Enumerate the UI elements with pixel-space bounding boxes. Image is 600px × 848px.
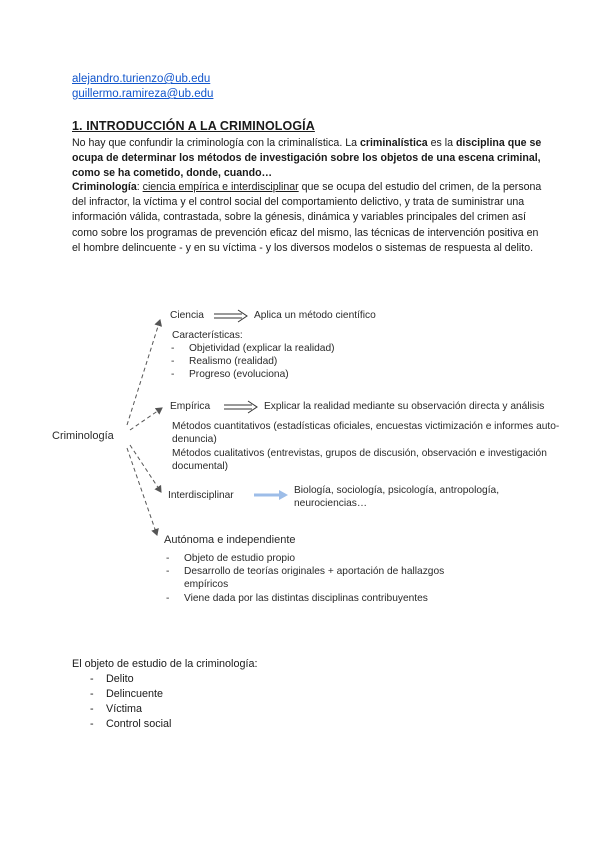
- double-arrow-empirica: [224, 401, 257, 413]
- branch-arrow-empirica: [130, 408, 162, 430]
- branch-arrow-autonoma: [127, 448, 157, 535]
- criminologia-definition: que se ocupa del estudio del crimen, de la persona del infractor, la víctima y el control social del comportamiento delictivo, y trata de suministrar una información válida, contrastada, sobre la génesis, dinámica y variables principales del crimen así como sobre los programas de prevención eficaz del mismo, las técnicas de intervención positiva en el hombre delincuente - y en su víctima - y los diversos modelos o sistemas de respuesta al delito.: [72, 181, 542, 254]
- node-ciencia-desc: Aplica un método científico: [254, 310, 376, 321]
- list-item: - Delito: [72, 672, 472, 687]
- metodos-cuantitativos: Métodos cuantitativos (estadísticas oficiales, encuestas victimización e informes auto-denuncia): [172, 421, 560, 445]
- criminologia-term: Criminología: [72, 181, 137, 193]
- objeto-title: El objeto de estudio de la criminología:: [72, 658, 258, 670]
- double-arrow-ciencia: [214, 310, 247, 322]
- list-item: - Víctima: [72, 702, 472, 717]
- caracteristicas-list: [165, 342, 425, 382]
- email-link-1[interactable]: alejandro.turienzo@ub.edu: [72, 73, 211, 85]
- list-item: - Viene dada por las distintas disciplinas contribuyentes: [160, 592, 460, 605]
- intro-text: es la: [427, 137, 456, 149]
- caracteristicas-title: Características:: [172, 330, 243, 341]
- arrow-interdisciplinar: [254, 490, 288, 500]
- root-criminologia: Criminología: [52, 430, 114, 442]
- node-interdisciplinar-desc: Biología, sociología, psicología, antropología, neurociencias…: [294, 485, 500, 509]
- node-empirica: Empírica: [170, 401, 211, 412]
- intro-text: No hay que confundir la criminología con la criminalística. La: [72, 137, 360, 149]
- section-heading: 1. INTRODUCCIÓN A LA CRIMINOLOGÍA: [72, 119, 315, 133]
- list-item: - Objetividad (explicar la realidad): [165, 342, 425, 355]
- branch-arrow-interdisciplinar: [130, 445, 161, 492]
- node-autonoma: Autónoma e independiente: [164, 534, 296, 546]
- list-item: - Progreso (evoluciona): [165, 368, 425, 381]
- intro-text: :: [136, 181, 143, 193]
- list-item: - Delincuente: [72, 687, 472, 702]
- criminologia-underlined: ciencia empírica e interdisciplinar: [142, 181, 299, 193]
- list-item: - Objeto de estudio propio: [160, 552, 460, 565]
- list-item: - Control social: [72, 717, 472, 732]
- objeto-section: [72, 657, 472, 732]
- node-interdisciplinar: Interdisciplinar: [168, 490, 234, 501]
- node-empirica-desc: Explicar la realidad mediante su observación directa y análisis: [264, 401, 545, 412]
- node-ciencia: Ciencia: [170, 310, 204, 321]
- metodos-cualitativos: Métodos cualitativos (entrevistas, grupos de discusión, observación e investigación documental): [172, 448, 547, 472]
- intro-bold-term: criminalística: [359, 137, 428, 149]
- autonoma-list: [160, 552, 460, 605]
- email-link-2[interactable]: guillermo.ramireza@ub.edu: [72, 88, 214, 100]
- list-item: - Realismo (realidad): [165, 355, 425, 368]
- list-item: - Desarrollo de teorías originales + aportación de hallazgos empíricos: [160, 565, 460, 591]
- branch-arrow-ciencia: [127, 320, 160, 425]
- intro-bold-definition: disciplina que se ocupa de determinar los métodos de investigación sobre los objetos de una escena criminal, como se ha cometido, donde, cuando…: [72, 137, 542, 180]
